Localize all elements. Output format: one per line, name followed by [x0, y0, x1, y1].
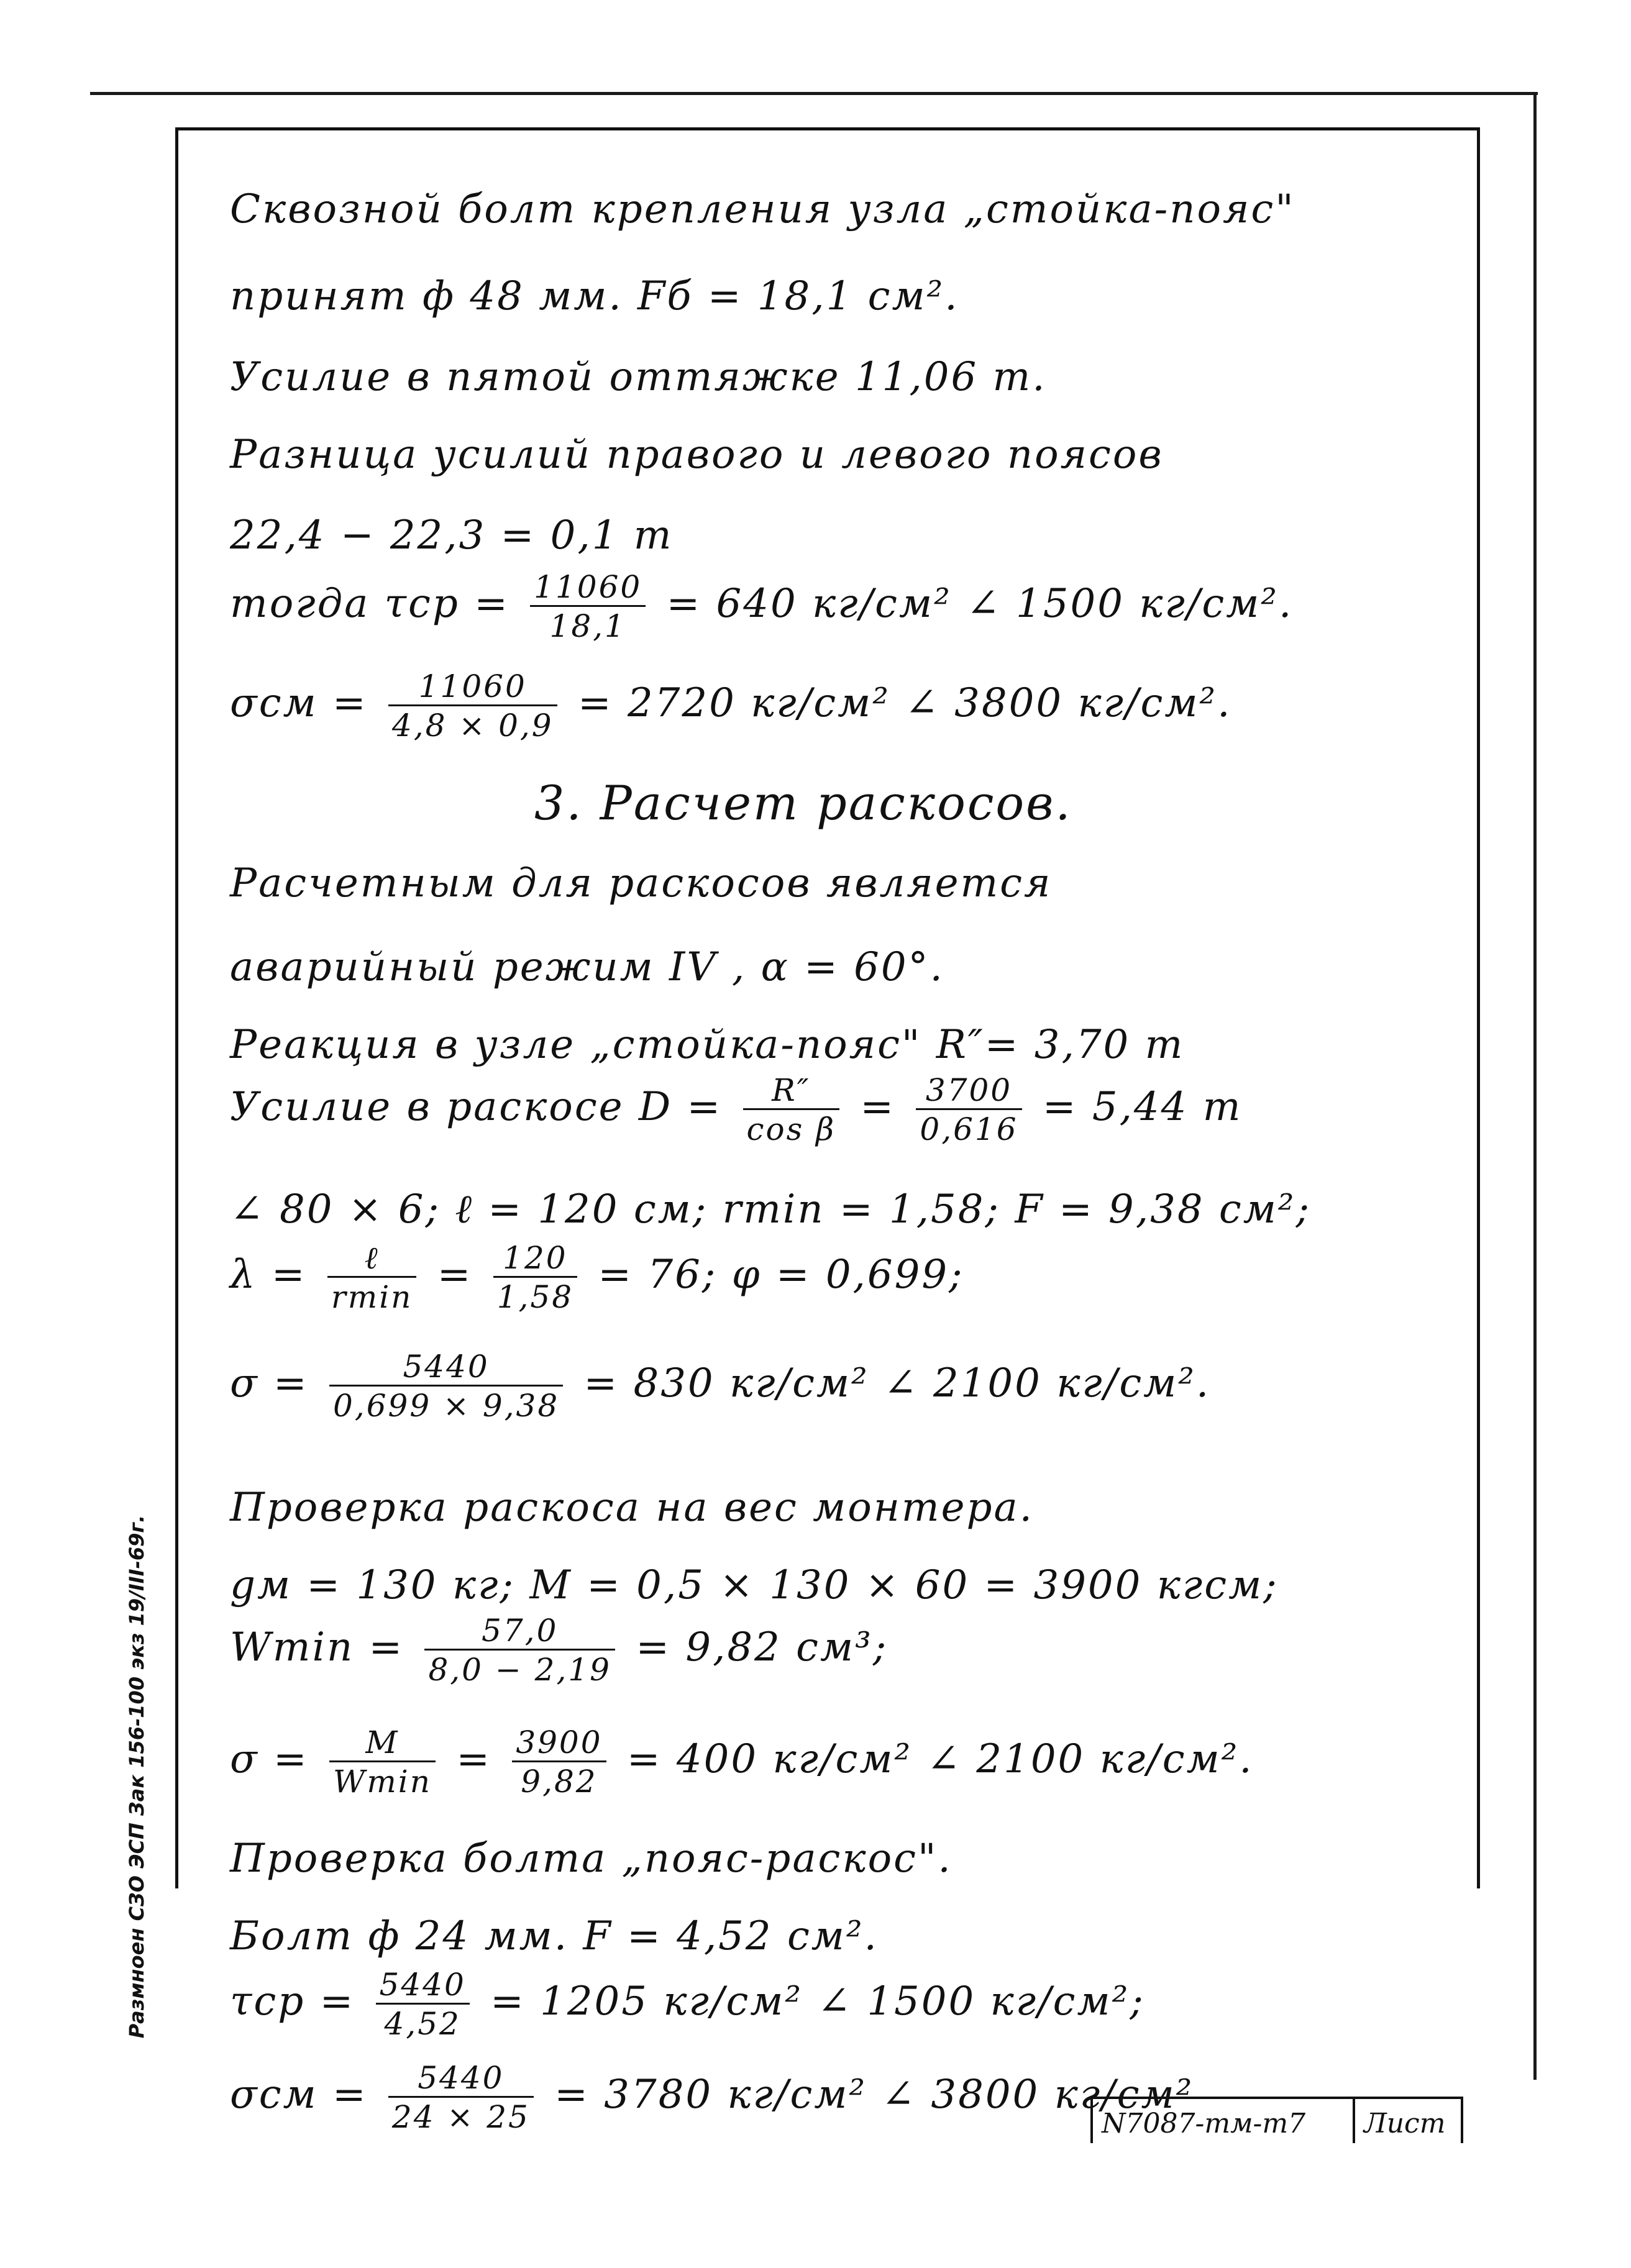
text-line: gм = 130 кг; M = 0,5 × 130 × 60 = 3900 кгсм; — [230, 1562, 1279, 1608]
formula-rest: = 76; φ = 0,699; — [598, 1252, 964, 1298]
formula-diagonal-force — [230, 1072, 1243, 1147]
fraction — [424, 1613, 615, 1688]
fraction — [493, 1242, 577, 1313]
fraction — [329, 1349, 563, 1424]
text-line: Болт ф 24 мм. F = 4,52 см². — [230, 1913, 879, 1959]
fraction-numerator: R″ — [743, 1075, 840, 1110]
formula-lead: тогда τср = — [230, 581, 509, 627]
formula-rest: = 1205 кг/см² ∠ 1500 кг/см²; — [490, 1979, 1145, 2024]
formula-compressive-stress — [230, 1349, 1211, 1424]
formula-bolt-bearing-stress — [230, 2062, 1194, 2133]
fraction — [512, 1724, 606, 1800]
formula-lead: σ = — [230, 1360, 309, 1406]
title-block-stamp — [1090, 2097, 1463, 2143]
formula-lead: σсм = — [230, 2072, 368, 2118]
section-heading: 3. Расчет раскосов. — [534, 775, 1072, 831]
fraction-denominator: 0,699 × 9,38 — [333, 1388, 560, 1424]
formula-shear-stress — [230, 569, 1294, 644]
text-line: Разница усилий правого и левого поясов — [230, 432, 1164, 478]
fraction-numerator: 57,0 — [424, 1615, 615, 1651]
fraction — [388, 2062, 534, 2133]
formula-section-modulus — [230, 1613, 889, 1688]
document-code: N7087-тм-т7 — [1093, 2099, 1355, 2143]
fraction — [329, 1724, 436, 1800]
sheet-label: Лист — [1364, 2108, 1446, 2139]
fraction-denominator: 8,0 − 2,19 — [428, 1652, 611, 1688]
formula-rest: = 830 кг/см² ∠ 2100 кг/см². — [583, 1360, 1211, 1406]
fraction-numerator: 3700 — [916, 1075, 1021, 1110]
fraction-denominator: 24 × 25 — [391, 2099, 530, 2135]
fraction-numerator: 5440 — [376, 1969, 470, 2005]
fraction-denominator: 4,8 × 0,9 — [391, 708, 554, 744]
text-line: Расчетным для раскосов является — [230, 860, 1053, 906]
text-line: принят ф 48 мм. Fб = 18,1 см². — [230, 273, 959, 319]
text-line: 22,4 − 22,3 = 0,1 т — [230, 512, 674, 558]
fraction-denominator: 9,82 — [521, 1764, 598, 1800]
fraction-numerator: 3900 — [512, 1727, 606, 1762]
formula-bending-stress — [230, 1724, 1254, 1800]
text-line: Проверка болта „пояс-раскос". — [230, 1836, 953, 1882]
fraction-denominator: cos β — [746, 1111, 836, 1147]
text-line: ∠ 80 × 6; ℓ = 120 см; rmin = 1,58; F = 9,38 см²; — [230, 1186, 1311, 1232]
formula-equals: = — [437, 1252, 473, 1298]
formula-rest: = 400 кг/см² ∠ 2100 кг/см². — [626, 1736, 1254, 1782]
fraction — [916, 1072, 1021, 1147]
formula-rest: = 5,44 т — [1042, 1084, 1243, 1130]
formula-equals: = — [456, 1736, 491, 1782]
text-line: аварийный режим IV , α = 60°. — [230, 944, 944, 990]
fraction — [327, 1242, 417, 1313]
formula-lead: σсм = — [230, 680, 368, 726]
side-print-note-text: Размноен СЗО ЭСП Зак 156-100 экз 19/III-69г. — [125, 1514, 148, 2039]
fraction — [376, 1967, 470, 2042]
text-line: Усилие в пятой оттяжке 11,06 т. — [230, 354, 1047, 400]
formula-rest: = 3780 кг/см² ∠ 3800 кг/см² — [554, 2072, 1194, 2118]
fraction-denominator: Wmin — [333, 1764, 432, 1800]
fraction — [388, 668, 557, 744]
top-rule — [90, 92, 1538, 95]
formula-equals: = — [860, 1084, 896, 1130]
fraction-denominator: 1,58 — [496, 1279, 574, 1315]
fraction-numerator: 11060 — [388, 671, 557, 706]
formula-slenderness — [230, 1242, 964, 1313]
formula-rest: = 9,82 см³; — [636, 1624, 889, 1670]
fraction-numerator: M — [329, 1727, 436, 1762]
fraction-numerator: 5440 — [329, 1351, 563, 1387]
formula-lead: σ = — [230, 1736, 309, 1782]
text-line: Реакция в узле „стойка-пояс" R″= 3,70 т — [230, 1022, 1185, 1068]
fraction-denominator: 0,616 — [920, 1111, 1018, 1147]
fraction-numerator: 11060 — [530, 572, 646, 607]
text-line: Сквозной болт крепления узла „стойка-пояс" — [230, 186, 1295, 232]
fraction-denominator: rmin — [331, 1279, 413, 1315]
formula-lead: Wmin = — [230, 1624, 404, 1670]
formula-lead: Усилие в раскосе D = — [230, 1084, 723, 1130]
fraction — [743, 1072, 840, 1147]
formula-bearing-stress — [230, 668, 1232, 744]
formula-rest: = 640 кг/см² ∠ 1500 кг/см². — [666, 581, 1294, 627]
formula-bolt-shear-stress — [230, 1967, 1145, 2042]
formula-lead: τср = — [230, 1979, 355, 2024]
fraction-numerator: ℓ — [327, 1242, 417, 1278]
fraction-denominator: 4,52 — [384, 2006, 461, 2042]
fraction-denominator: 18,1 — [549, 608, 626, 644]
fraction-numerator: 5440 — [388, 2062, 534, 2098]
formula-lead: λ = — [230, 1252, 307, 1298]
fraction-numerator: 120 — [493, 1242, 577, 1278]
text-line: Проверка раскоса на вес монтера. — [230, 1485, 1034, 1531]
right-rule — [1533, 92, 1537, 2080]
formula-rest: = 2720 кг/см² ∠ 3800 кг/см². — [577, 680, 1232, 726]
side-print-note — [93, 1514, 180, 2039]
fraction — [530, 569, 646, 644]
